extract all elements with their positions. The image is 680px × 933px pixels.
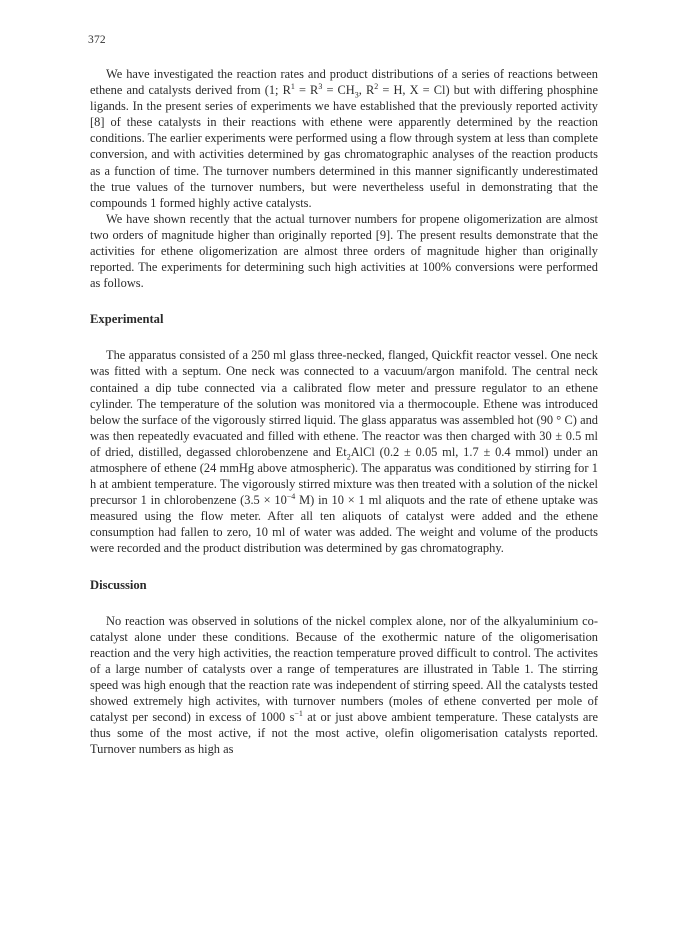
intro-paragraph-1 (90, 66, 598, 211)
page-number: 372 (88, 34, 106, 46)
discussion-heading: Discussion (90, 577, 147, 592)
superscript: 1 (290, 81, 295, 91)
superscript: 2 (374, 81, 379, 91)
experimental-paragraph (90, 347, 598, 556)
text-run: = CH (322, 83, 355, 98)
text-run: The apparatus consisted of a 250 ml glass three-necked, flanged, Quickfit reactor vessel. One neck was fitted with a septum. One neck was connected to a vacuum/argon manifold. The central neck contained a dip tube connected via a calibrated flow meter and pressure regulator to an ethene cylinder. The temperature of the solution was monitored via a thermocouple. Ethene was introduced below the surface of the vigorously stirred liquid. The glass apparatus was assembled hot (90 ° C) and was then repeatedly evacuated and filled with ethene. The reactor was then charged with 30 ± 0.5 ml of dried, distilled, degassed chlorobenzene and Et (90, 348, 598, 459)
text-run: at or just above ambient temperature. These catalysts are thus some of the most active, if not the most active, olefin oligomerisation catalysts reported. Turnover numbers as high as (90, 710, 598, 757)
intro-paragraph-2: We have shown recently that the actual turnover numbers for propene oligomerization are almost two orders of magnitude higher than originally reported [9]. The present results demonstrate that the activities for ethene oligomerization are almost three orders of magnitude higher than originally reported. The experiments for determining such high activities at 100% conversions were performed as follows. (90, 211, 598, 291)
text-run: = R (294, 83, 319, 98)
text-run: No reaction was observed in solutions of the nickel complex alone, nor of the alkyaluminium co-catalyst alone under these conditions. Because of the exothermic nature of the oligomerisation reaction and the very high activities, the reaction temperature proved difficult to control. The activites of a large number of catalysts over a range of temperatures are illustrated in Table 1. The stirring speed was high enough that the reaction rate was independent of stirring speed. All the catalysts tested showed extremely high activites, with turnover numbers (moles of ethene converted per mole of catalyst per second) in excess of 1000 s (90, 613, 598, 725)
page-body (90, 66, 598, 757)
subscript: 2 (346, 452, 351, 462)
superscript: −4 (286, 492, 296, 502)
subscript: 3 (354, 90, 359, 100)
text-run: We have investigated the reaction rates and product distributions of a series of reactions between ethene and catalysts derived from (1; R (90, 67, 598, 98)
experimental-heading: Experimental (90, 312, 164, 327)
discussion-paragraph (90, 613, 598, 758)
text-run: , R (358, 83, 375, 98)
text-run: AlCl (0.2 ± 0.05 ml, 1.7 ± 0.4 mmol) under an atmosphere of ethene (24 mmHg above atmospheric). The apparatus was conditioned by stirring for 1 h at ambient temperature. The vigorously stirred mixture was then treated with a solution of the nickel precursor 1 in chlorobenzene (3.5 × 10 (90, 444, 599, 508)
text-run: = H, X = Cl) but with differing phosphine ligands. In the present series of experiments we have established that the previously reported activity [8] of these catalysts in their reactions with ethene were apparently determined by the reaction conditions. The earlier experiments were performed using a flow through system at less than complete conversion, and with activities determined by gas chromatographic analyses of the reaction products as a function of time. The turnover numbers determined in this manner significantly underestimated the true values of the turnover numbers, but were nevertheless useful in demonstrating that the compounds 1 formed highly active catalysts. (90, 83, 598, 210)
superscript: 3 (318, 81, 323, 91)
superscript: −1 (294, 708, 303, 718)
text-run: M) in 10 × 1 ml aliquots and the rate of ethene uptake was measured using the flow meter. After all ten aliquots of catalyst were added and the ethene consumption had fallen to zero, 10 ml of water was added. The weight and volume of the products were recorded and the product distribution was determined by gas chromatography. (90, 493, 598, 556)
